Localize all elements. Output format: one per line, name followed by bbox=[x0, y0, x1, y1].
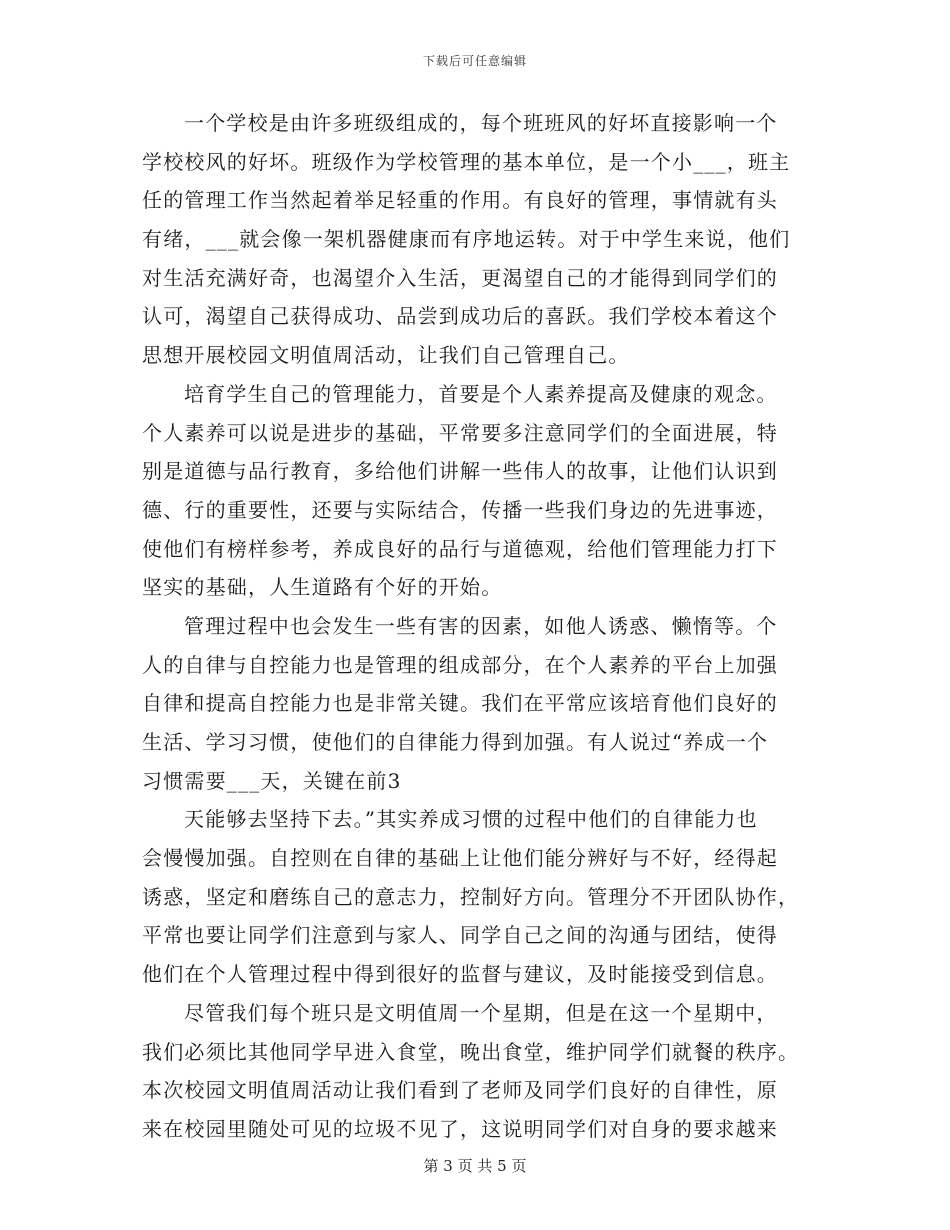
text-line: 一个学校是由许多班级组成的，每个班班风的好坏直接影响一个 bbox=[184, 111, 778, 135]
text-line: 培育学生自己的管理能力，首要是个人素养提高及健康的观念。 bbox=[184, 381, 778, 406]
text-line: 他们在个人管理过程中得到很好的监督与建议，及时能接受到信息。 bbox=[142, 962, 778, 987]
text-line: 人的自律与自控能力也是管理的组成部分，在个人素养的平台上加强 bbox=[142, 652, 778, 677]
text-line: 我们必须比其他同学早进入食堂，晚出食堂，维护同学们就餐的秩序。 bbox=[142, 1039, 800, 1064]
text-line: 认可，渴望自己获得成功、品尝到成功后的喜跃。我们学校本着这个 bbox=[142, 304, 778, 329]
page-header: 下载后可任意编辑 bbox=[422, 54, 527, 68]
text-line: 平常也要让同学们注意到与家人、同学自己之间的沟通与团结，使得 bbox=[142, 923, 778, 948]
text-line: 天能够去坚持下去。”其实养成习惯的过程中他们的自律能力也 bbox=[184, 807, 758, 832]
text-line: 管理过程中也会发生一些有害的因素，如他人诱惑、懒惰等。个 bbox=[184, 613, 778, 638]
text-line: 诱惑，坚定和磨练自己的意志力，控制好方向。管理分不开团队协作， bbox=[142, 884, 800, 909]
body-text bbox=[142, 104, 812, 1149]
page-footer: 第 3 页 共 5 页 bbox=[423, 1157, 527, 1175]
text-line: 习惯需要___天，关键在前3 bbox=[142, 768, 402, 793]
text-line: 学校校风的好坏。班级作为学校管理的基本单位，是一个小___，班主 bbox=[142, 149, 791, 174]
text-line: 思想开展校园文明值周活动，让我们自己管理自己。 bbox=[142, 343, 630, 368]
text-line: 任的管理工作当然起着举足轻重的作用。有良好的管理，事情就有头 bbox=[142, 188, 778, 213]
text-line: 生活、学习习惯，使他们的自律能力得到加强。有人说过“养成一个 bbox=[142, 730, 769, 754]
text-line: 会慢慢加强。自控则在自律的基础上让他们能分辨好与不好，经得起 bbox=[142, 846, 778, 871]
text-line: 别是道德与品行教育，多给他们讲解一些伟人的故事，让他们认识到 bbox=[142, 459, 778, 484]
text-line: 个人素养可以说是进步的基础，平常要多注意同学们的全面进展，特 bbox=[142, 420, 778, 445]
text-line: 尽管我们每个班只是文明值周一个星期，但是在这一个星期中， bbox=[184, 1000, 778, 1025]
text-line: 来在校园里随处可见的垃圾不见了，这说明同学们对自身的要求越来 bbox=[142, 1116, 778, 1141]
text-line: 使他们有榜样参考，养成良好的品行与道德观，给他们管理能力打下 bbox=[142, 536, 778, 561]
text-line: 德、行的重要性，还要与实际结合，传播一些我们身边的先进事迹， bbox=[142, 497, 778, 522]
text-line: 自律和提高自控能力也是非常关键。我们在平常应该培育他们良好的 bbox=[142, 691, 778, 716]
text-line: 本次校园文明值周活动让我们看到了老师及同学们良好的自律性，原 bbox=[142, 1078, 778, 1103]
text-line: 有绪，___就会像一架机器健康而有序地运转。对于中学生来说，他们 bbox=[142, 227, 791, 252]
text-line: 对生活充满好奇，也渴望介入生活，更渴望自己的才能得到同学们的 bbox=[142, 265, 778, 290]
text-line: 坚实的基础，人生道路有个好的开始。 bbox=[142, 575, 503, 600]
